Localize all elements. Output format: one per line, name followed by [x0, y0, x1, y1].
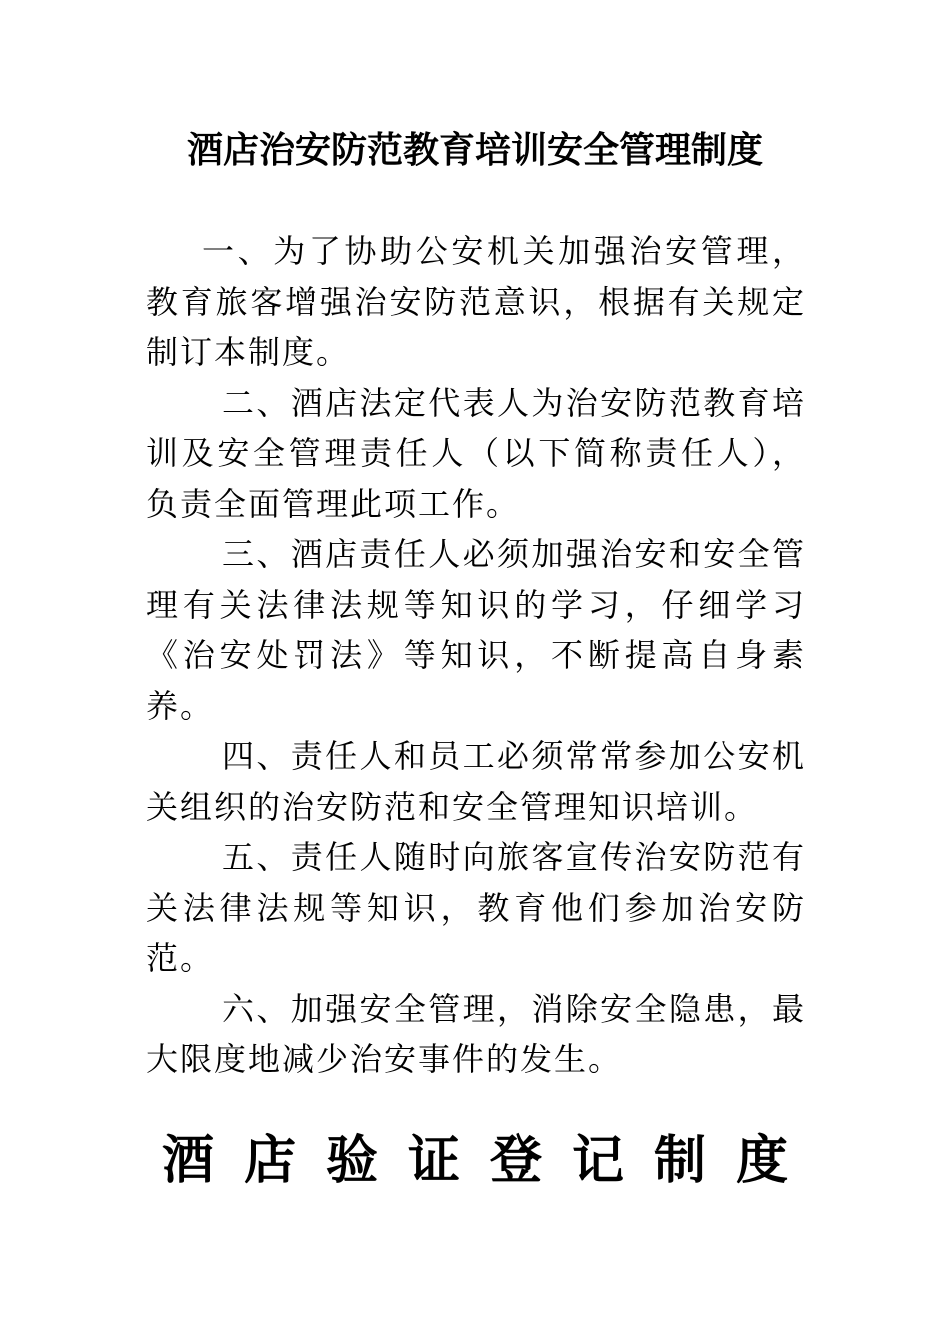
document-title: 酒店治安防范教育培训安全管理制度: [186, 130, 763, 171]
paragraph-2: 二、酒店法定代表人为治安防范教育培训及安全管理责任人（以下简称责任人），负责全面管理此项工作。: [146, 383, 806, 523]
paragraph-3: 三、酒店责任人必须加强治安和安全管理有关法律法规等知识的学习，仔细学习《治安处罚法》等知识，不断提高自身素养。: [146, 535, 806, 725]
paragraph-6: 六、加强安全管理，消除安全隐患，最大限度地减少治安事件的发生。: [146, 989, 806, 1078]
section-title: 酒店验证登记制度: [161, 1131, 818, 1191]
document-body: [146, 226, 806, 1085]
paragraph-1: 一、为了协助公安机关加强治安管理，教育旅客增强治安防范意识，根据有关规定制订本制度。: [146, 232, 806, 371]
paragraph-5: 五、责任人随时向旅客宣传治安防范有关法律法规等知识，教育他们参加治安防范。: [146, 838, 806, 977]
paragraph-4: 四、责任人和员工必须常常参加公安机关组织的治安防范和安全管理知识培训。: [146, 737, 806, 826]
